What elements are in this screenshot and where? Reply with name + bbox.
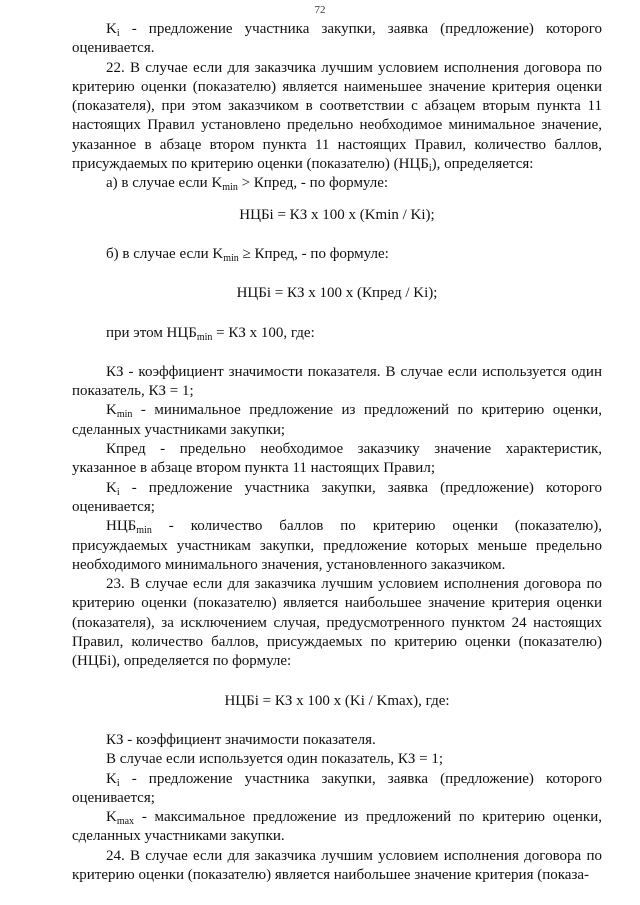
spacer [72,672,602,692]
ki-definition-3 [72,770,602,809]
paragraph-24: 24. В случае если для заказчика лучшим условием исполнения договора по критерию оценки (показателю) является наибольшее значение критерия (показа- [72,847,602,883]
text: - предложение участника закупки, заявка (предложение) которого оценивается; [72,479,602,515]
paragraph-ki-definition [72,20,602,59]
subscript: i [116,28,120,39]
text: K [106,21,117,37]
text: ), определяется: [431,156,534,173]
text: - минимальное предложение из предложений по критерию оценки, сделанных участниками закупки; [72,402,602,438]
text: = КЗ x 100, где: [212,324,315,341]
kz-definition-2: КЗ - коэффициент значимости показателя. [106,731,376,748]
paragraph-23: 23. В случае если для заказчика лучшим условием исполнения договора по критерию оценки (показателю) является наибольшее значение критерия оценки (показателя), за исключением случая, предусмотренного пунктом 24 настоящих Правил, количество баллов, присуждаемых по критерию оценки (показателю) (НЦБi), определяется по формуле: [72,576,602,670]
formula-2: НЦБi = КЗ x 100 x (Кпред / Ki); [236,285,438,302]
subscript: min [136,525,152,537]
text: ≥ Кпред, - по формуле: [238,245,389,262]
subscript: i [116,777,120,789]
text: - максимальное предложение из предложений по критерию оценки, сделанных участниками закупки. [72,809,602,845]
paragraph-22 [72,59,602,175]
text: при этом НЦБ [106,324,197,341]
text: > Кпред, - по формуле: [237,175,389,192]
subscript: min [196,331,213,343]
text: - предложение участника закупки, заявка (предложение) которого оценивается. [72,21,602,57]
subscript: min [116,409,133,421]
text: K [106,402,117,419]
text: K [106,770,117,787]
subscript: min [222,182,238,194]
subscript: min [223,252,239,264]
ki-definition-2 [72,479,602,518]
formula-3: НЦБi = КЗ x 100 x (Ki / Kmax), где: [224,692,450,709]
subscript: i [428,163,432,175]
kpred-definition: Кпред - предельно необходимое заказчику значение характеристик, указанное в абзаце втором пункта 11 настоящих Правил; [72,441,602,477]
kmin-definition [72,401,602,440]
ncbmin-definition [72,517,602,575]
text: K [106,479,117,496]
document-body [72,20,602,885]
kz-definition: КЗ - коэффициент значимости показателя. В случае если используется один показатель, КЗ = 1; [72,363,602,400]
formula-1: НЦБi = КЗ x 100 x (Kmin / Ki); [239,206,435,223]
spacer [72,225,602,245]
page-number: 72 [314,4,326,16]
spacer [72,194,602,206]
spacer [72,711,602,731]
subscript: i [116,486,120,498]
min-score-line [72,324,602,343]
subscript: max [116,816,135,828]
text: 22. В случае если для заказчика лучшим условием исполнения договора по критерию оценки (показателю) является наименьшее значение критерия оценки (показателя), при этом заказчиком в соответствии с абзацем вторым пункта 11 настоящих Правил установлено предельно необходимое минимальное значение, указанное в абзаце втором пункта 11 настоящих Правил, количество баллов, присуждаемых по критерию оценки (показателю) (НЦБ [72,59,602,173]
kmax-definition [72,808,602,847]
case-a [72,174,602,193]
text: K [106,809,117,826]
case-b [72,245,602,264]
text: а) в случае если K [106,175,223,192]
text: - предложение участника закупки, заявка (предложение) которого оценивается; [72,770,602,806]
spacer [72,304,602,324]
text: НЦБ [106,518,137,535]
spacer [72,343,602,363]
text: б) в случае если K [106,245,224,262]
kz-single-indicator: В случае если используется один показатель, КЗ = 1; [106,751,444,768]
spacer [72,264,602,284]
text: - количество баллов по критерию оценки (показателю), присуждаемых участникам закупки, предложение которых меньше предельно необходимого минимального значения, установленного заказчиком. [72,518,602,573]
